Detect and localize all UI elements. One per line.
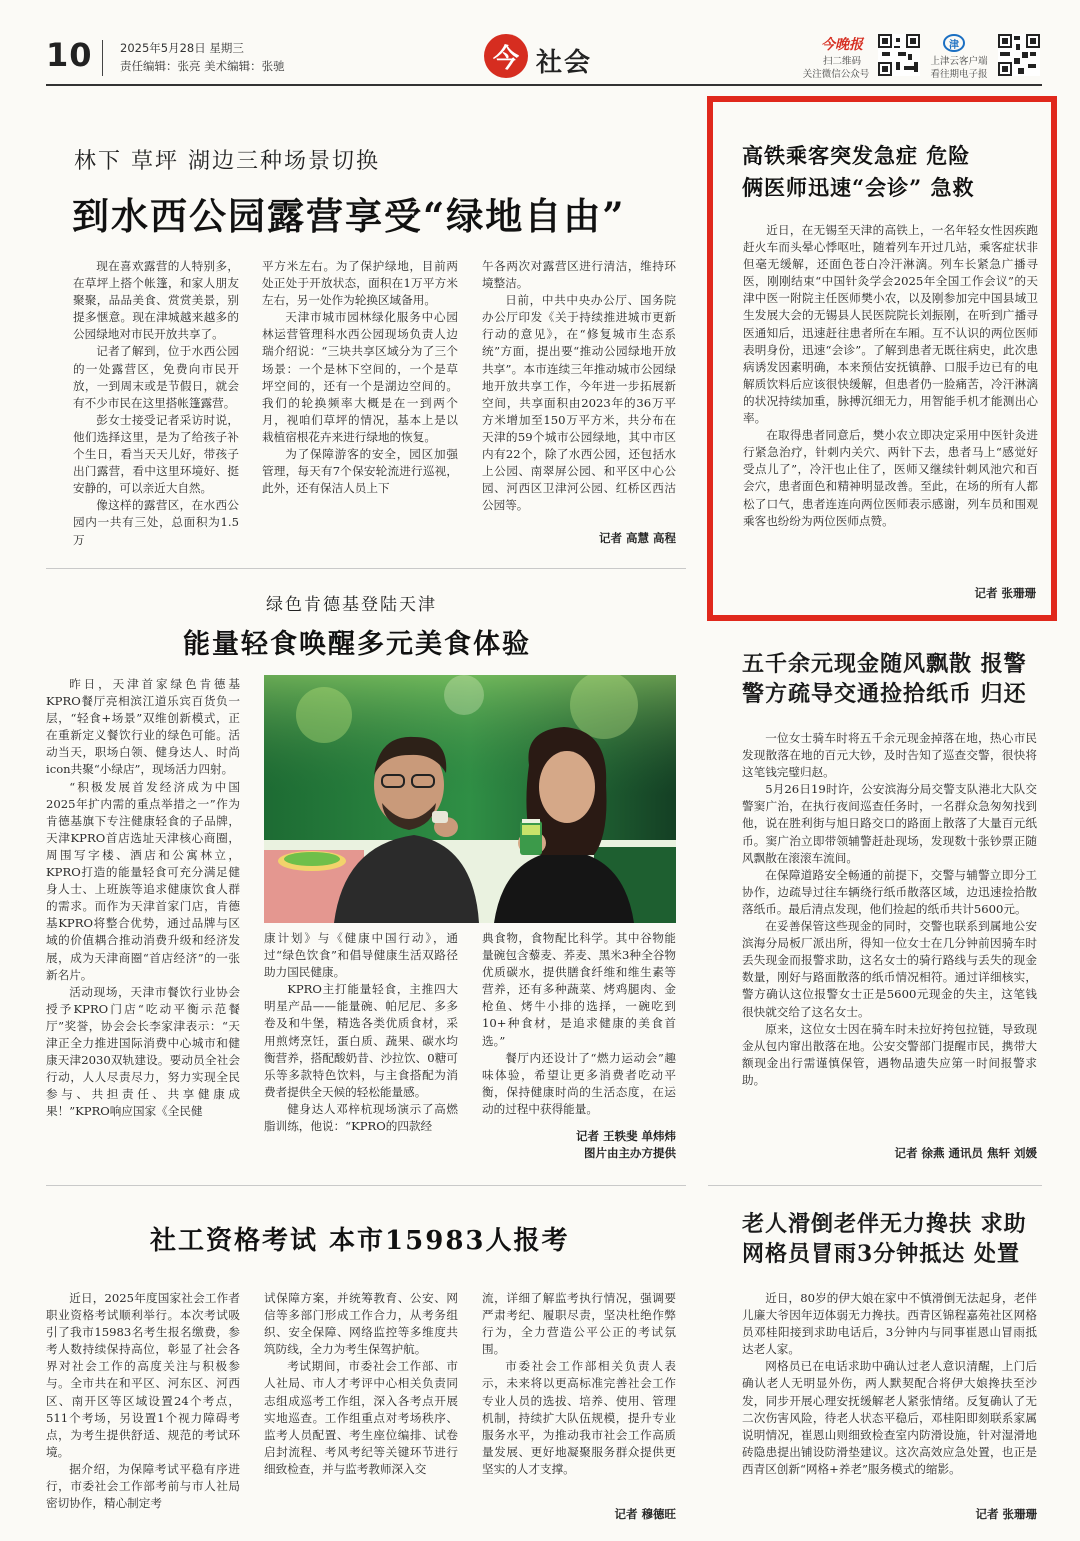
section-logo-char: 今 xyxy=(492,43,519,74)
a5-col3 xyxy=(482,1290,676,1478)
paragraph: 像这样的露营区，在水西公园内一共有三处，总面积为1.5万 xyxy=(73,498,239,547)
a6-byline: 记者 张珊珊 xyxy=(975,1507,1037,1521)
paragraph: 典食物，食物配比科学。其中谷物能量碗包含藜麦、荞麦、黑米3种全谷物优质碳水，提供膳食纤维和维生素等营养，还有多种蔬菜、烤鸡腿肉、金枪鱼、烤牛小排的选择，一碗吃到10+种食材，是追求健康的美食首选。” xyxy=(482,931,676,1048)
paragraph: 为了保障游客的安全，园区加强管理，每天有7个保安轮流进行巡视，此外，还有保洁人员上下 xyxy=(262,447,458,496)
a6-title-line2: 网格员冒雨3分钟抵达 处置 xyxy=(742,1241,1020,1267)
kpro-event-photo xyxy=(264,675,676,923)
a5-col2 xyxy=(264,1290,458,1478)
paragraph: 考试期间，市委社会工作部、市人社局、市人才考评中心相关负责同志组成巡考工作组，深入各考点开展实地巡查。工作组重点对考场秩序、监考人员配置、考生座位编排、试卷启封流程、考风考纪等关键环节进行细致检查，并与监考教师深入交 xyxy=(264,1359,458,1476)
a3-title: 能量轻食唤醒多元美食体验 xyxy=(183,629,531,660)
a4-title-line1: 五千余元现金随风飘散 报警 xyxy=(742,651,1027,677)
paragraph: 午各两次对露营区进行清洁，维持环境整洁。 xyxy=(482,259,676,291)
a3-col2 xyxy=(264,930,458,1135)
a6-title-line1: 老人滑倒老伴无力搀扶 求助 xyxy=(742,1211,1027,1237)
qr2-caption-1: 上津云客户端 xyxy=(930,56,988,67)
paragraph: 日前，中共中央办公厅、国务院办公厅印发《关于持续推进城市更新行动的意见》，在“修复城市生态系统”方面，提出要“推动公园绿地开放共享”。本市连续三年推动城市公园绿地开放共享工作，今年进一步拓展新空间，共享面积由2023年的36万平方米增加至150万平方米，共分布在天津的59个城市公园绿地，其中市区内有22个，除了水西公园，还包括水上公园、南翠屏公园、和平区中心公园、河西区卫津河公园、红桥区西沽公园等。 xyxy=(482,293,676,513)
paragraph: 昨日，天津首家绿色肯德基KPRO餐厅亮相滨江道乐宾百货负一层，“轻食+场景”双维创新模式，正在重新定义餐饮行业的绿色可能。活动当天，职场白领、健身达人、时尚icon共聚“小绿店”，现场活力四射。 xyxy=(46,677,240,777)
brand-logo: 今晚报 xyxy=(821,37,863,53)
paragraph: 健身达人邓梓杭现场演示了高燃脂训练，他说：“KPRO的四款经 xyxy=(264,1101,458,1134)
qr2-caption-2: 看往期电子报 xyxy=(930,69,988,80)
paragraph: 现在喜欢露营的人特别多，在草坪上搭个帐篷，和家人朋友聚聚，品品美食、赏赏美景，别提多惬意。现在津城越来越多的公园绿地对市民开放共享了。 xyxy=(73,259,239,342)
paragraph: 流，详细了解监考执行情况，强调要严肃考纪、履职尽责，坚决杜绝作弊行为，全力营造公平公正的考试氛围。 xyxy=(482,1291,676,1357)
section-divider xyxy=(708,1185,1042,1186)
a3-col3 xyxy=(482,930,676,1118)
paragraph: 近日，2025年度国家社会工作者职业资格考试顺利举行。本次考试吸引了我市15983名考生报名缴费，参考人数持续保持高位，彰显了社会各界对社会工作的高度关注与积极参与。全市共在和平区、河东区、河西区、南开区等区域设置24个考点，511个考场，另设置1个视力障碍考点，为考生提供舒适、规范的考试环境。 xyxy=(46,1291,240,1459)
a4-byline: 记者 徐燕 通讯员 焦轩 刘媛 xyxy=(894,1146,1037,1160)
paragraph: 网格员已在电话求助中确认过老人意识清醒，上门后确认老人无明显外伤，两人默契配合将伊大娘搀扶至沙发，同步开展心理安抚缓解老人紧张情绪。反复确认了无二次伤害风险，待老人状态平稳后，邓桂阳即刻联系家属说明情况，崔恩山则细致检查室内防滑设施，针对湿滑地砖隐患提出铺设防滑垫建议。这次高效应急处置，也正是西青区创新“网格+养老”服务模式的缩影。 xyxy=(742,1359,1037,1476)
a2-body xyxy=(743,222,1038,530)
section-logo-icon xyxy=(484,34,528,78)
paragraph: 试保障方案，并统筹教育、公安、网信等多部门形成工作合力，从考务组织、安全保障、网络监控等多维度共筑防线，全力为考生保驾护航。 xyxy=(264,1291,458,1357)
a3-col1 xyxy=(46,676,240,1120)
a2-title-line1: 高铁乘客突发急症 危险 xyxy=(742,143,971,168)
brand2-logo-icon xyxy=(943,34,965,52)
a1-col1 xyxy=(73,258,239,549)
a3-photo-credit: 图片由主办方提供 xyxy=(584,1146,676,1160)
paragraph: 在保障道路安全畅通的前提下，交警与辅警立即分工协作，边疏导过往车辆绕行纸币散落区域，边迅速捡拾散落纸币。最后清点发现，他们捡起的纸币共计5600元。 xyxy=(742,867,1037,916)
a1-col3 xyxy=(482,258,676,514)
paragraph: 据介绍，为保障考试平稳有序进行，市委社会工作部考前与市人社局密切协作，精心制定考 xyxy=(46,1461,240,1511)
a1-title: 到水西公园露营享受“绿地自由” xyxy=(72,194,626,238)
paragraph: 近日，80岁的伊大娘在家中不慎滑倒无法起身，老伴儿廉大爷因年迈体弱无力搀扶。西青区锦程嘉苑社区网格员邓桂阳接到求助电话后，3分钟内与同事崔恩山冒雨抵达老人家。 xyxy=(742,1291,1037,1357)
paragraph: 近日，在无锡至天津的高铁上，一名年轻女性因疾跑赶火车而头晕心悸呕吐，随着列车开过几站，乘客症状非但毫无缓解，还面色苍白冷汗淋漓。列车长紧急广播寻医，刚刚结束“中国针灸学会2025年全国工作会议”的天津中医一附院主任医师樊小农，以及刚参加完中国县域卫生发展大会的无锡县人民医院院长刘振刚，在听到广播寻医通知后，迅速赶往患者所在车厢。互不认识的两位医师表明身份，迅速“会诊”。了解到患者无既往病史，此次患病诱发因素明确，本来预估安抚镇静、口服手边已有的电解质饮料后应该很快缓解，但患者仍一脸痛苦，冷汗淋漓的状况持续加重，脉搏沉细无力，用智能手机才能测出心率。 xyxy=(743,223,1038,426)
a1-col2 xyxy=(262,258,458,497)
qr1-caption-1: 扫二维码 xyxy=(822,56,861,67)
paragraph: 5月26日19时许，公安滨海分局交警支队港北大队交警窦广治，在执行夜间巡查任务时，一名群众急匆匆找到他，说在胜利街与旭日路交口的路面上散落了大量百元纸币。窦广治立即带领辅警赶赴现场，发现数十张钞票正随风飘散在滚滚车流间。 xyxy=(742,782,1037,865)
paragraph: 餐厅内还设计了“燃力运动会”趣味体验，希望让更多消费者吃动平衡，保持健康时尚的生活态度，在运动的过程中获得能量。 xyxy=(482,1050,676,1116)
a3-byline: 记者 王轶斐 单炜炜 xyxy=(575,1129,676,1143)
paragraph: “积极发展首发经济成为中国2025年扩内需的重点举措之一”作为肯德基旗下专注健康轻食的子品牌，天津KPRO首店选址天津核心商圈，周围写字楼、酒店和公寓林立，KPRO打造的能量轻食可充分满足健身人士、上班族等追求健康饮食人群的需求。而作为天津首家门店，肯德基KPRO将整合优势，通过品牌与区域的价值耦合推动消费升级和经济发展，成为天津商圈“首店经济”的一张新名片。 xyxy=(46,779,240,982)
a5-title: 社工资格考试 本市15983人报考 xyxy=(150,1226,570,1256)
a1-byline: 记者 高慧 高程 xyxy=(598,531,676,545)
a3-kicker: 绿色肯德基登陆天津 xyxy=(266,595,437,615)
a2-byline: 记者 张珊珊 xyxy=(974,586,1036,600)
qr1-caption-2: 关注微信公众号 xyxy=(802,69,870,80)
paragraph: KPRO主打能量轻食，主推四大明星产品——能量碗、帕尼尼、多多卷及和牛堡，精选各类优质食材，采用煎烤烹饪，蛋白质、蔬果、碳水均衡营养，搭配酸奶昔、沙拉饮、0糖可乐等多款特色饮料，与主食搭配为消费者提供全天候的轻松能量感。 xyxy=(264,982,458,1099)
page-date: 2025年5月28日 星期三 xyxy=(120,41,244,55)
qr-code-icon xyxy=(878,34,920,76)
brand2-char: 津 xyxy=(949,39,959,51)
paragraph: 康计划》与《健康中国行动》，通过“绿色饮食”和倡导健康生活双路径助力国民健康。 xyxy=(264,931,458,980)
header-divider-vertical xyxy=(102,40,103,76)
paragraph: 一位女士骑车时将五千余元现金掉落在地，热心市民发现散落在地的百元大钞，及时告知了巡查交警，很快将这笔钱完璧归赵。 xyxy=(742,731,1037,780)
page-number: 10 xyxy=(46,36,93,74)
paragraph: 在取得患者同意后，樊小农立即决定采用中医针灸进行紧急治疗，针刺内关穴、两针下去，患者马上“感觉好受点儿了”，冷汗也止住了，医师又继续针刺风池穴和百会穴，患者面色和精神明显改善。至此，在场的所有人都松了口气，患者连连向两位医师表示感谢，列车员和围观乘客也纷纷为两位医师点赞。 xyxy=(743,428,1038,528)
page-editors: 责任编辑：张亮 美术编辑：张驰 xyxy=(120,59,285,73)
qr-code-icon xyxy=(998,34,1040,76)
a6-body xyxy=(742,1290,1037,1478)
paragraph: 记者了解到，位于水西公园的一处露营区，免费向市民开放，一到周末或是节假日，就会有不少市民在这里搭帐篷露营。 xyxy=(73,344,239,410)
a5-col1 xyxy=(46,1290,240,1512)
paragraph: 在妥善保管这些现金的同时，交警也联系到属地公安滨海分局板厂派出所，得知一位女士在几分钟前因骑车时丢失现金而报警求助，这名女士的骑行路线与丢失的现金数量，刚好与路面散落的纸币情况相符。通过详细核实，警方确认这位报警女士正是5600元现金的失主，这笔钱很快就交给了这名女士。 xyxy=(742,919,1037,1019)
a1-kicker: 林下 草坪 湖边三种场景切换 xyxy=(74,149,380,174)
paragraph: 市委社会工作部相关负责人表示，未来将以更高标准完善社会工作专业人员的选拔、培养、使用、管理机制，持续扩大队伍规模，提升专业服务水平，为推动我市社会工作高质量发展、更好地凝聚服务群众提供更坚实的人才支撑。 xyxy=(482,1359,676,1476)
section-divider xyxy=(46,1185,686,1186)
paragraph: 平方米左右。为了保护绿地，目前两处正处于开放状态，面积在1万平方米左右，另一处作为轮换区域备用。 xyxy=(262,259,458,308)
a4-title-line2: 警方疏导交通捡拾纸币 归还 xyxy=(742,681,1027,707)
section-name: 社会 xyxy=(536,48,593,78)
a4-body xyxy=(742,730,1037,1089)
paragraph: 活动现场，天津市餐饮行业协会授予KPRO门店“吃动平衡示范餐厅”奖誉，协会会长李家津表示：“天津正全力推进国际消费中心城市和健康天津2030双轨建设。要动员全社会行动，人人尽责尽力，努力实现全民参与、共担责任、共享健康成果！”KPRO响应国家《全民健 xyxy=(46,984,240,1119)
section-divider xyxy=(46,568,686,569)
paragraph: 彭女士接受记者采访时说，他们选择这里，是为了给孩子补个生日，看当天天儿好，带孩子出门露营，看中这里环境好、挺安静的，可以亲近大自然。 xyxy=(73,412,239,496)
a5-byline: 记者 穆德旺 xyxy=(614,1507,676,1521)
paragraph: 天津市城市园林绿化服务中心园林运营管理科水西公园现场负责人边瑞介绍说：“三块共享区域分为了三个场景：一个是林下空间的，一个是草坪空间的，还有一个是湖边空间的。我们的轮换频率大概是在一到两个月，视咱们草坪的情况，基本上是以栽植宿根花卉来进行绿地的恢复。 xyxy=(262,310,458,444)
header-rule xyxy=(46,84,1042,86)
a2-title-line2: 俩医师迅速“会诊” 急救 xyxy=(742,175,975,200)
paragraph: 原来，这位女士因在骑车时未拉好挎包拉链，导致现金从包内窜出散落在地。公安交警部门提醒市民，携带大额现金出行需谨慎保管，遇物品遗失应第一时间报警求助。 xyxy=(742,1021,1037,1087)
